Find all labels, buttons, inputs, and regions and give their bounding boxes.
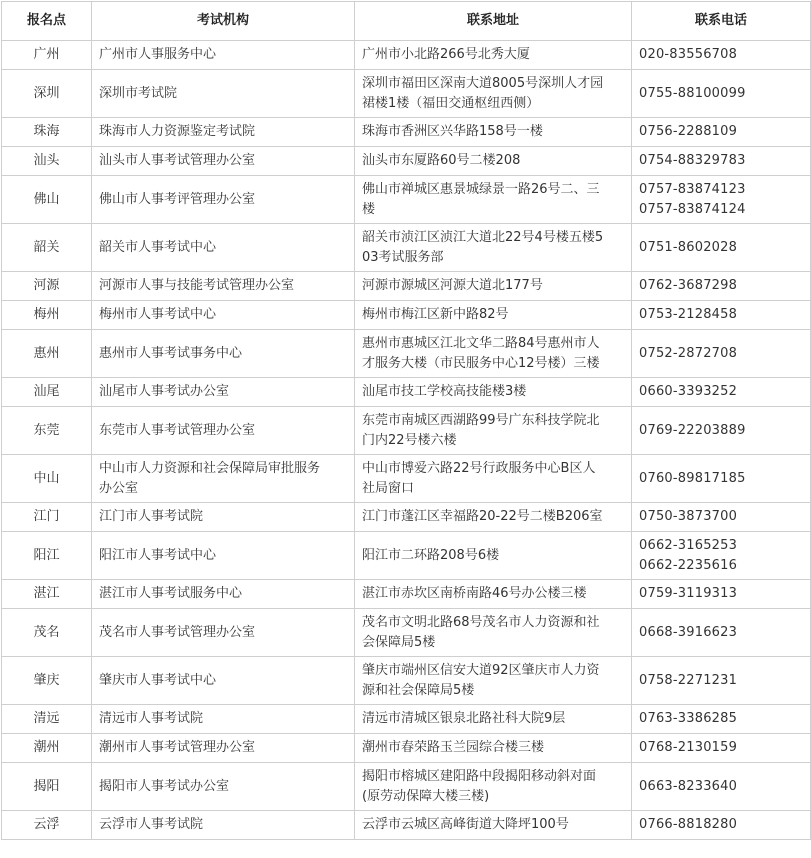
cell-org-line: 茂名市人事考试管理办公室 — [99, 624, 256, 640]
cell-phone-line: 0766-8818280 — [639, 817, 738, 832]
cell-address-line: 社局窗口 — [362, 480, 415, 496]
cell-phone — [632, 455, 811, 503]
cell-city: 江门 — [2, 503, 92, 532]
cell-address-line: 阳江市二环路208号6楼 — [362, 547, 500, 563]
cell-address — [355, 532, 632, 580]
cell-city: 汕头 — [2, 147, 92, 176]
cell-phone — [632, 503, 811, 532]
cell-city: 东莞 — [2, 407, 92, 455]
header-org: 考试机构 — [92, 2, 355, 41]
cell-org-line: 广州市人事服务中心 — [99, 47, 217, 62]
cell-org-line: 汕头市人事考试管理办公室 — [99, 153, 256, 168]
cell-address-line: 韶关市浈江区浈江大道北22号4号楼五楼5 — [362, 229, 604, 245]
cell-org-line: 云浮市人事考试院 — [99, 817, 204, 832]
cell-phone — [632, 301, 811, 330]
cell-phone — [632, 70, 811, 118]
cell-address-line: 裙楼1楼（福田交通枢纽西侧） — [362, 95, 540, 111]
cell-org-line: 办公室 — [99, 480, 139, 496]
cell-address-line: 会保障局5楼 — [362, 634, 436, 650]
cell-address-line: 广州市小北路266号北秀大厦 — [362, 47, 530, 62]
table-row — [2, 118, 811, 147]
cell-org-line: 湛江市人事考试服务中心 — [99, 586, 243, 601]
table-row — [2, 580, 811, 609]
cell-phone — [632, 224, 811, 272]
cell-address-line: 云浮市云城区高峰街道大降坪100号 — [362, 817, 569, 832]
cell-phone-line: 0750-3873700 — [639, 509, 738, 524]
cell-address — [355, 301, 632, 330]
cell-phone-line: 0759-3119313 — [639, 586, 738, 601]
table-row — [2, 407, 811, 455]
cell-phone-line: 0769-22203889 — [639, 422, 746, 438]
header-phone: 联系电话 — [632, 2, 811, 41]
cell-phone-line: 0755-88100099 — [639, 85, 746, 101]
cell-phone-line: 0768-2130159 — [639, 740, 738, 755]
cell-city: 惠州 — [2, 330, 92, 378]
cell-address — [355, 407, 632, 455]
cell-address — [355, 176, 632, 224]
cell-phone — [632, 41, 811, 70]
cell-phone-line: 0757-83874124 — [639, 201, 746, 217]
cell-phone — [632, 407, 811, 455]
cell-address — [355, 272, 632, 301]
cell-org — [92, 224, 355, 272]
cell-org — [92, 763, 355, 811]
table-row — [2, 705, 811, 734]
cell-org — [92, 272, 355, 301]
cell-phone-line: 0663-8233640 — [639, 778, 738, 794]
cell-org-line: 江门市人事考试院 — [99, 509, 204, 524]
cell-city: 云浮 — [2, 811, 92, 840]
cell-org-line: 河源市人事与技能考试管理办公室 — [99, 278, 295, 293]
cell-city: 深圳 — [2, 70, 92, 118]
cell-address — [355, 330, 632, 378]
cell-address-line: 梅州市梅江区新中路82号 — [362, 307, 509, 322]
cell-org — [92, 580, 355, 609]
cell-phone — [632, 176, 811, 224]
cell-phone — [632, 330, 811, 378]
table-row — [2, 734, 811, 763]
cell-address-line: 东莞市南城区西湖路99号广东科技学院北 — [362, 412, 600, 428]
table-row — [2, 657, 811, 705]
cell-city: 茂名 — [2, 609, 92, 657]
cell-address-line: 佛山市禅城区惠景城绿景一路26号二、三 — [362, 181, 600, 197]
cell-city: 中山 — [2, 455, 92, 503]
cell-org — [92, 147, 355, 176]
table-row — [2, 176, 811, 224]
cell-address-line: 03考试服务部 — [362, 249, 444, 265]
cell-city: 湛江 — [2, 580, 92, 609]
cell-address-line: 中山市博爱六路22号行政服务中心B区人 — [362, 460, 596, 476]
cell-org-line: 惠州市人事考试事务中心 — [99, 345, 243, 361]
cell-org-line: 清远市人事考试院 — [99, 711, 204, 726]
cell-org — [92, 455, 355, 503]
cell-org — [92, 657, 355, 705]
cell-city: 汕尾 — [2, 378, 92, 407]
table-row — [2, 330, 811, 378]
header-city: 报名点 — [2, 2, 92, 41]
cell-org-line: 珠海市人力资源鉴定考试院 — [99, 124, 256, 139]
cell-phone-line: 0757-83874123 — [639, 181, 746, 197]
cell-city: 肇庆 — [2, 657, 92, 705]
cell-address-line: 汕尾市技工学校高技能楼3楼 — [362, 384, 527, 399]
cell-city: 珠海 — [2, 118, 92, 147]
cell-org-line: 深圳市考试院 — [99, 85, 178, 101]
cell-org-line: 阳江市人事考试中心 — [99, 547, 217, 563]
cell-phone — [632, 272, 811, 301]
cell-phone — [632, 147, 811, 176]
cell-phone — [632, 532, 811, 580]
cell-city: 河源 — [2, 272, 92, 301]
cell-address — [355, 118, 632, 147]
table-row — [2, 70, 811, 118]
cell-city: 阳江 — [2, 532, 92, 580]
cell-address-line: 揭阳市榕城区建阳路中段揭阳移动斜对面 — [362, 768, 597, 784]
cell-org — [92, 503, 355, 532]
cell-org — [92, 330, 355, 378]
cell-phone — [632, 580, 811, 609]
cell-address — [355, 580, 632, 609]
cell-org-line: 中山市人力资源和社会保障局审批服务 — [99, 460, 321, 476]
cell-phone — [632, 657, 811, 705]
cell-phone — [632, 705, 811, 734]
cell-city: 广州 — [2, 41, 92, 70]
table-row — [2, 41, 811, 70]
table-row — [2, 147, 811, 176]
cell-address-line: 楼 — [362, 201, 376, 217]
cell-phone-line: 0760-89817185 — [639, 470, 746, 486]
cell-phone-line: 0668-3916623 — [639, 624, 738, 640]
cell-org — [92, 811, 355, 840]
cell-address-line: 潮州市春荣路玉兰园综合楼三楼 — [362, 740, 545, 755]
cell-org — [92, 301, 355, 330]
cell-phone-line: 0660-3393252 — [639, 384, 738, 399]
cell-org-line: 潮州市人事考试管理办公室 — [99, 740, 256, 755]
cell-address — [355, 378, 632, 407]
table-row — [2, 378, 811, 407]
cell-city: 揭阳 — [2, 763, 92, 811]
cell-city: 佛山 — [2, 176, 92, 224]
table-row — [2, 532, 811, 580]
cell-org — [92, 734, 355, 763]
cell-address-line: 深圳市福田区深南大道8005号深圳人才园 — [362, 75, 604, 91]
cell-address-line: 才服务大楼（市民服务中心12号楼）三楼 — [362, 355, 600, 371]
cell-org — [92, 176, 355, 224]
cell-address — [355, 657, 632, 705]
cell-org — [92, 118, 355, 147]
cell-address — [355, 224, 632, 272]
cell-address — [355, 455, 632, 503]
cell-phone-line: 0762-3687298 — [639, 278, 738, 293]
cell-address-line: 门内22号楼六楼 — [362, 432, 457, 448]
cell-phone — [632, 118, 811, 147]
cell-address-line: 珠海市香洲区兴华路158号一楼 — [362, 124, 543, 139]
header-address: 联系地址 — [355, 2, 632, 41]
cell-address — [355, 503, 632, 532]
cell-phone-line: 0753-2128458 — [639, 307, 738, 322]
cell-phone — [632, 763, 811, 811]
table-row — [2, 763, 811, 811]
cell-phone — [632, 811, 811, 840]
cell-address-line: 肇庆市端州区信安大道92区肇庆市人力资 — [362, 662, 600, 678]
cell-phone-line: 0752-2872708 — [639, 345, 738, 361]
cell-address-line: 源和社会保障局5楼 — [362, 682, 475, 698]
table-row — [2, 301, 811, 330]
cell-phone-line: 0756-2288109 — [639, 124, 738, 139]
table-row — [2, 811, 811, 840]
table-row — [2, 503, 811, 532]
cell-org-line: 肇庆市人事考试中心 — [99, 672, 217, 688]
cell-org — [92, 41, 355, 70]
cell-org — [92, 705, 355, 734]
cell-address-line: 清远市清城区银泉北路社科大院9层 — [362, 711, 566, 726]
cell-address — [355, 147, 632, 176]
cell-address — [355, 705, 632, 734]
cell-phone-line: 0763-3386285 — [639, 711, 738, 726]
cell-phone-line: 020-83556708 — [639, 47, 738, 62]
cell-org — [92, 609, 355, 657]
exam-center-table — [1, 1, 811, 840]
cell-org-line: 东莞市人事考试管理办公室 — [99, 422, 256, 438]
cell-phone — [632, 609, 811, 657]
cell-address-line: 江门市蓬江区幸福路20-22号二楼B206室 — [362, 509, 603, 524]
cell-phone-line: 0754-88329783 — [639, 153, 746, 168]
cell-org — [92, 407, 355, 455]
cell-org — [92, 532, 355, 580]
cell-address-line: 河源市源城区河源大道北177号 — [362, 278, 543, 293]
cell-org-line: 佛山市人事考评管理办公室 — [99, 191, 256, 207]
cell-address-line: 茂名市文明北路68号茂名市人力资源和社 — [362, 614, 600, 630]
cell-address — [355, 41, 632, 70]
cell-org-line: 梅州市人事考试中心 — [99, 307, 217, 322]
cell-address-line: 惠州市惠城区江北文华二路84号惠州市人 — [362, 335, 600, 351]
cell-phone-line: 0751-8602028 — [639, 239, 738, 255]
cell-address-line: 湛江市赤坎区南桥南路46号办公楼三楼 — [362, 586, 587, 601]
cell-org-line: 汕尾市人事考试办公室 — [99, 384, 230, 399]
cell-org-line: 韶关市人事考试中心 — [99, 239, 217, 255]
cell-org — [92, 70, 355, 118]
table-row — [2, 224, 811, 272]
cell-city: 清远 — [2, 705, 92, 734]
table-body — [2, 41, 811, 840]
cell-phone — [632, 378, 811, 407]
cell-city: 潮州 — [2, 734, 92, 763]
cell-org — [92, 378, 355, 407]
cell-phone-line: 0662-2235616 — [639, 557, 738, 573]
cell-address-line: (原劳动保障大楼三楼) — [362, 788, 490, 804]
table-row — [2, 272, 811, 301]
cell-address — [355, 763, 632, 811]
table-row — [2, 455, 811, 503]
table-header-row — [2, 2, 811, 41]
cell-address — [355, 734, 632, 763]
cell-address-line: 汕头市东厦路60号二楼208 — [362, 153, 521, 168]
cell-phone-line: 0662-3165253 — [639, 537, 738, 553]
cell-address — [355, 811, 632, 840]
cell-org-line: 揭阳市人事考试办公室 — [99, 778, 230, 794]
cell-phone — [632, 734, 811, 763]
cell-phone-line: 0758-2271231 — [639, 672, 738, 688]
cell-city: 梅州 — [2, 301, 92, 330]
cell-address — [355, 70, 632, 118]
cell-address — [355, 609, 632, 657]
table-row — [2, 609, 811, 657]
cell-city: 韶关 — [2, 224, 92, 272]
